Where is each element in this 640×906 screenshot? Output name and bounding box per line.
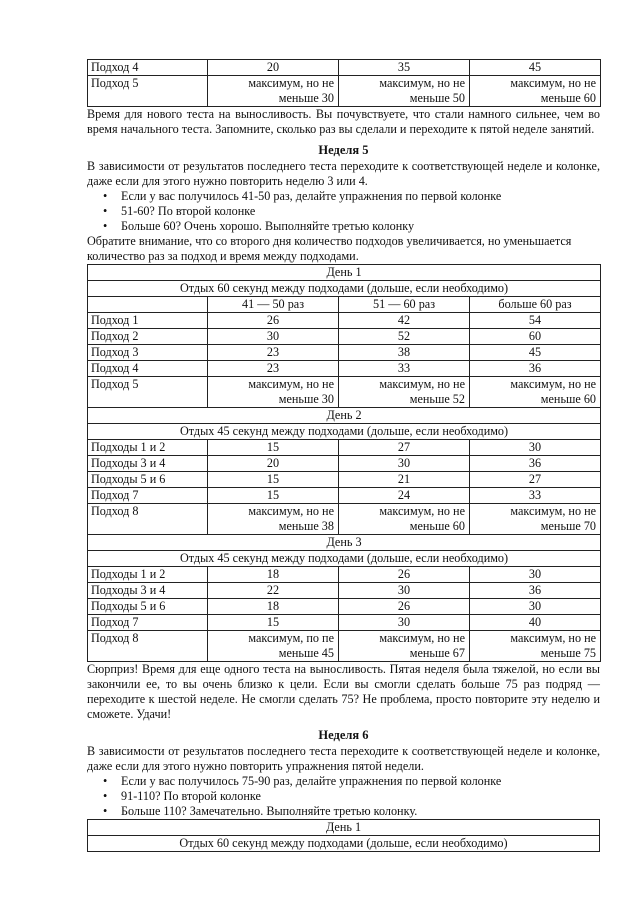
row-label: Подход 7 [88, 615, 208, 631]
cell: 52 [339, 329, 470, 345]
cell: 26 [339, 599, 470, 615]
cell: максимум, но не меньше 38 [208, 504, 339, 535]
cell: максимум, но не меньше 52 [339, 377, 470, 408]
row-label: Подходы 3 и 4 [88, 456, 208, 472]
table-row [88, 615, 601, 631]
day-title: День 1 [88, 820, 600, 836]
table-row [88, 377, 601, 408]
table-row [88, 472, 601, 488]
cell: 36 [470, 583, 601, 599]
table-row [88, 504, 601, 535]
cell: 26 [339, 567, 470, 583]
cell: 18 [208, 567, 339, 583]
week5-outro: Сюрприз! Время для еще одного теста на выносливость. Пятая неделя была тяжелой, но если вы закончили ее, то вы очень близко к цели. Если вы смогли сделать больше 75 раз подряд — переходите к шестой неделе. Не смогли сделать 75? Не проблема, просто повторите эту неделю и сможете. Удачи! [87, 662, 600, 721]
cell: 30 [470, 440, 601, 456]
cell: 23 [208, 361, 339, 377]
cell: 36 [470, 361, 601, 377]
document-page [87, 59, 600, 852]
cell: 30 [339, 456, 470, 472]
list-item: • Больше 110? Замечательно. Выполняйте третью колонку. [121, 804, 600, 819]
row-label: Подход 7 [88, 488, 208, 504]
cell: максимум, но не меньше 50 [339, 76, 470, 107]
cell: 33 [470, 488, 601, 504]
cell: 38 [339, 345, 470, 361]
table-row [88, 313, 601, 329]
week5-bullets [87, 189, 600, 234]
cell: 30 [339, 615, 470, 631]
cell: максимум, но не меньше 70 [470, 504, 601, 535]
cell: 18 [208, 599, 339, 615]
cell: максимум, но не меньше 67 [339, 631, 470, 662]
list-item: • Если у вас получилось 41-50 раз, делайте упражнения по первой колонке [121, 189, 600, 204]
cell: максимум, по пе меньше 45 [208, 631, 339, 662]
cell: 21 [339, 472, 470, 488]
cell: 35 [339, 60, 470, 76]
row-label: Подход 4 [88, 60, 208, 76]
cell: 15 [208, 440, 339, 456]
cell: 24 [339, 488, 470, 504]
cell: 54 [470, 313, 601, 329]
list-item: • Больше 60? Очень хорошо. Выполняйте третью колонку [121, 219, 600, 234]
week4-table-end [87, 59, 601, 107]
day-title: День 2 [88, 408, 601, 424]
cell: 30 [470, 567, 601, 583]
row-label: Подход 8 [88, 631, 208, 662]
column-header: 41 — 50 раз [208, 297, 339, 313]
cell: 26 [208, 313, 339, 329]
cell: 20 [208, 456, 339, 472]
cell: максимум, но не меньше 75 [470, 631, 601, 662]
cell: 15 [208, 615, 339, 631]
row-label: Подход 5 [88, 76, 208, 107]
cell: 30 [470, 599, 601, 615]
week5-note: Обратите внимание, что со второго дня количество подходов увеличивается, но уменьшается количество раз за подход и время между подходами. [87, 234, 572, 263]
list-item: • Если у вас получилось 75-90 раз, делайте упражнения по первой колонке [121, 774, 600, 789]
cell: 27 [339, 440, 470, 456]
week6-intro: В зависимости от результатов последнего теста переходите к соответствующей неделе и колонке, даже если для этого нужно повторить упражнения пятой недели. [87, 744, 600, 773]
cell: 42 [339, 313, 470, 329]
table-row [88, 599, 601, 615]
cell: 20 [208, 60, 339, 76]
week5-table [87, 264, 601, 662]
week6-title: Неделя 6 [318, 728, 369, 742]
cell: 45 [470, 345, 601, 361]
row-label: Подход 2 [88, 329, 208, 345]
cell: максимум, но не меньше 30 [208, 76, 339, 107]
column-header: больше 60 раз [470, 297, 601, 313]
table-row [88, 76, 601, 107]
day-title: День 3 [88, 535, 601, 551]
cell: максимум, но не меньше 60 [339, 504, 470, 535]
cell: 30 [208, 329, 339, 345]
row-label: Подходы 5 и 6 [88, 472, 208, 488]
row-label: Подход 5 [88, 377, 208, 408]
week6-table [87, 819, 600, 852]
row-label: Подход 8 [88, 504, 208, 535]
list-item: • 91-110? По второй колонке [121, 789, 600, 804]
cell: максимум, но не меньше 60 [470, 377, 601, 408]
paragraph-test: Время для нового теста на выносливость. Вы почувствуете, что стали намного сильнее, чем во время начального теста. Запомните, сколько раз вы сделали и переходите к пятой неделе занятий. [87, 107, 600, 136]
cell: 36 [470, 456, 601, 472]
cell: 27 [470, 472, 601, 488]
table-row [88, 345, 601, 361]
table-row [88, 631, 601, 662]
rest-note: Отдых 60 секунд между подходами (дольше, если необходимо) [88, 836, 600, 852]
rest-note: Отдых 45 секунд между подходами (дольше, если необходимо) [88, 424, 601, 440]
row-label: Подходы 1 и 2 [88, 440, 208, 456]
table-row [88, 583, 601, 599]
cell: 40 [470, 615, 601, 631]
cell: 60 [470, 329, 601, 345]
row-label: Подходы 1 и 2 [88, 567, 208, 583]
cell: максимум, но не меньше 30 [208, 377, 339, 408]
rest-note: Отдых 60 секунд между подходами (дольше, если необходимо) [88, 281, 601, 297]
week5-intro: В зависимости от результатов последнего теста переходите к соответствующей неделе и колонке, даже если для этого нужно повторить неделю 3 или 4. [87, 159, 600, 188]
cell: максимум, но не меньше 60 [470, 76, 601, 107]
cell: 30 [339, 583, 470, 599]
table-row [88, 567, 601, 583]
list-item: • 51-60? По второй колонке [121, 204, 600, 219]
row-label: Подход 3 [88, 345, 208, 361]
table-row [88, 456, 601, 472]
table-row [88, 440, 601, 456]
row-label: Подход 1 [88, 313, 208, 329]
row-label: Подходы 5 и 6 [88, 599, 208, 615]
rest-note: Отдых 45 секунд между подходами (дольше, если необходимо) [88, 551, 601, 567]
cell: 15 [208, 488, 339, 504]
empty-header [88, 297, 208, 313]
table-row [88, 329, 601, 345]
table-row [88, 361, 601, 377]
week5-title: Неделя 5 [318, 143, 369, 157]
row-label: Подходы 3 и 4 [88, 583, 208, 599]
cell: 45 [470, 60, 601, 76]
cell: 15 [208, 472, 339, 488]
column-header: 51 — 60 раз [339, 297, 470, 313]
cell: 22 [208, 583, 339, 599]
cell: 33 [339, 361, 470, 377]
week6-bullets [87, 774, 600, 819]
day-title: День 1 [88, 265, 601, 281]
table-row [88, 60, 601, 76]
cell: 23 [208, 345, 339, 361]
table-header-row [88, 297, 601, 313]
table-row [88, 488, 601, 504]
row-label: Подход 4 [88, 361, 208, 377]
